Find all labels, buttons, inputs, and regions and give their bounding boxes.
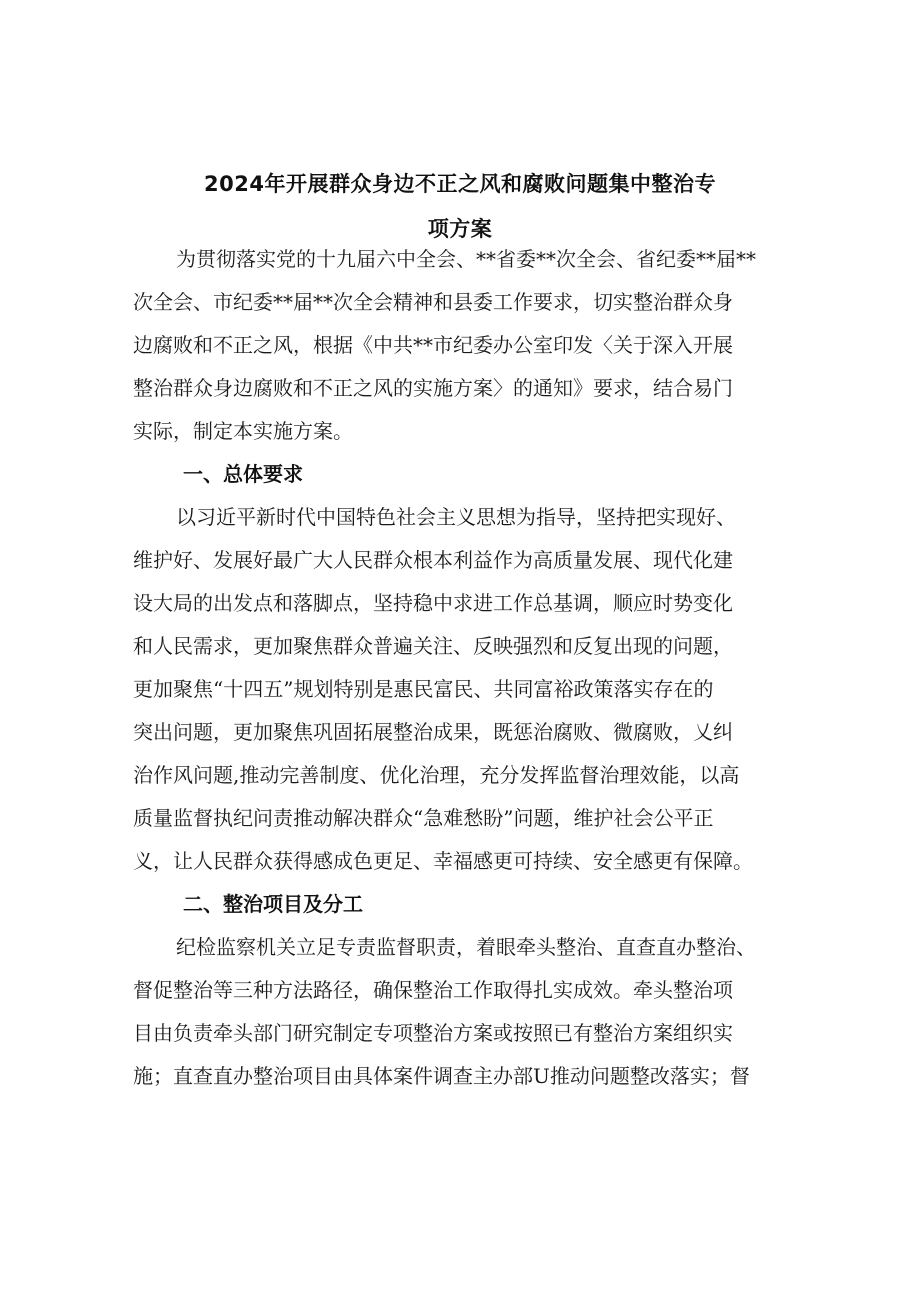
intro-line: 为贯彻落实党的十九届六中全会、**省委**次全会、省纪委**届** — [176, 247, 756, 271]
document-title-line-2: 项方案 — [427, 217, 493, 241]
section1-line: 突出问题，更加聚焦巩固拓展整治成果，既惩治腐败、微腐败，乂纠 — [133, 720, 733, 744]
section2-line: 目由负责牵头部门研究制定专项整治方案或按照已有整治方案组织实 — [133, 1021, 733, 1045]
section1-line: 和人民需求，更加聚焦群众普遍关注、反映强烈和反复出现的问题， — [133, 634, 733, 658]
section1-line: 质量监督执纪问责推动解决群众“急难愁盼”问题，维护社会公平正 — [133, 806, 714, 830]
section1-line: 更加聚焦“十四五”规划特别是惠民富民、共同富裕政策落实存在的 — [133, 677, 714, 701]
intro-line: 实际，制定本实施方案。 — [133, 419, 353, 443]
section1-line: 设大局的出发点和落脚点，坚持稳中求进工作总基调，顺应时势变化 — [133, 591, 733, 615]
intro-line: 边腐败和不正之风，根据《中共**市纪委办公室印发〈关于深入开展 — [133, 333, 733, 357]
section1-line: 以习近平新时代中国特色社会主义思想为指导，坚持把实现好、 — [176, 505, 736, 529]
section2-line: 督促整治等三种方法路径，确保整治工作取得扎实成效。牵头整治项 — [133, 978, 733, 1002]
section-heading-general-requirements: 一、总体要求 — [183, 462, 303, 486]
section1-line: 维护好、发展好最广大人民群众根本利益作为高质量发展、现代化建 — [133, 548, 733, 572]
section1-line: 义，让人民群众获得感成色更足、幸福感更可持续、安全感更有保障。 — [133, 849, 753, 873]
document-title-line-1: 2024年开展群众身边不正之风和腐败问题集中整治专 — [204, 172, 716, 196]
section2-line: 施；直查直办整治项目由具体案件调查主办部U推动问题整改落实；督 — [133, 1064, 750, 1088]
section1-line: 治作风问题,推动完善制度、优化治理，充分发挥监督治理效能，以高 — [133, 763, 740, 787]
section2-line: 纪检监察机关立足专责监督职责，着眼牵头整治、直查直办整治、 — [176, 935, 756, 959]
section-heading-rectification-projects: 二、整治项目及分工 — [183, 892, 363, 916]
intro-line: 整治群众身边腐败和不正之风的实施方案〉的通知》要求，结合易门 — [133, 376, 733, 400]
intro-line: 次全会、市纪委**届**次全会精神和县委工作要求，切实整治群众身 — [133, 290, 733, 314]
